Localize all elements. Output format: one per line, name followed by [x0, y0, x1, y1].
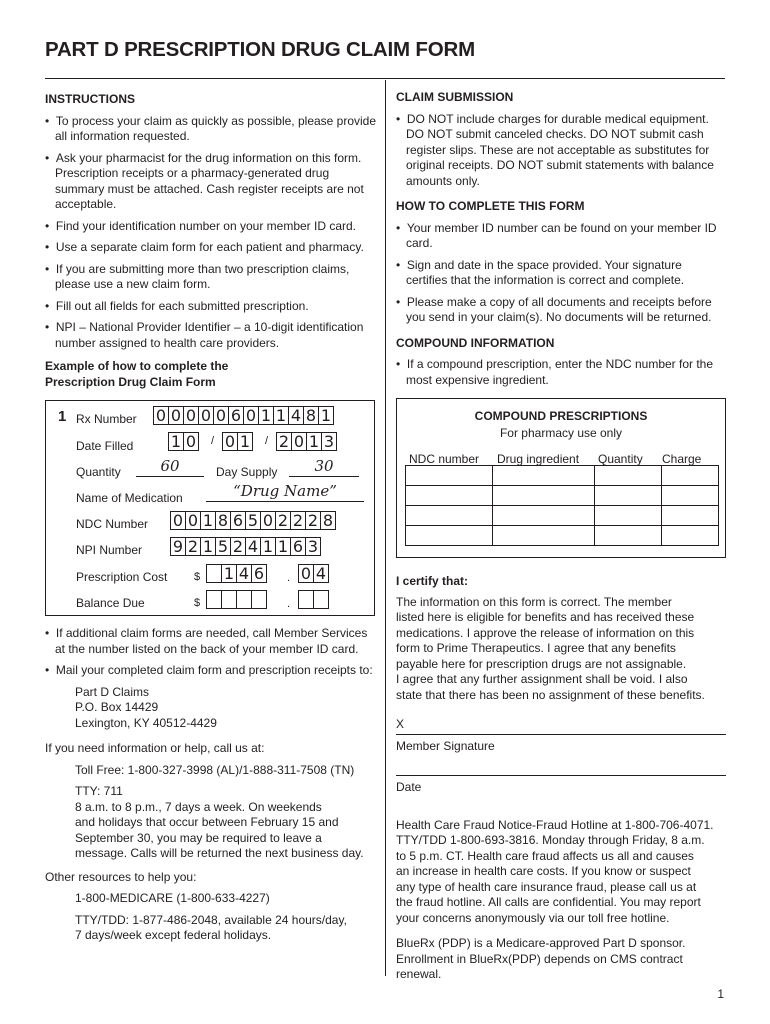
certify-line: medications. I approve the release of information on this	[396, 625, 695, 640]
date-filled-label: Date Filled	[76, 439, 134, 453]
tty-info	[45, 784, 377, 862]
mailing-item: • Mail your completed claim form and prescription receipts to:	[45, 663, 377, 679]
fraud-line: any type of health care insurance fraud, please call us at	[396, 879, 697, 894]
fraud-line: your concerns anonymously via our toll free hotline.	[396, 910, 670, 925]
instructions-list	[45, 114, 377, 352]
title-rule	[45, 78, 725, 79]
npi-digit: 1	[260, 537, 276, 556]
day-supply-value: 30	[289, 459, 359, 477]
npi-digit: 3	[305, 537, 321, 556]
rx-digit: 0	[168, 406, 184, 425]
how-to-list	[396, 221, 726, 326]
ndc-digit: 8	[320, 511, 336, 530]
example-title-line: Example of how to complete the	[45, 359, 229, 373]
fraud-line: TTY/TDD 1-800-693-3816. Monday through Friday, 8 a.m.	[396, 833, 705, 847]
example-title-line: Prescription Drug Claim Form	[45, 374, 216, 389]
date-day-boxes	[222, 432, 252, 451]
date-year-boxes	[276, 432, 336, 451]
medication-value: “Drug Name”	[206, 484, 364, 502]
bluerx-notice	[396, 936, 726, 983]
cost-digit: 1	[221, 564, 237, 583]
balance-digit	[251, 590, 267, 609]
rx-digit: 1	[273, 406, 289, 425]
tty-line: message. Calls will be returned the next business day.	[75, 846, 364, 860]
certify-line: I agree that any further assignment shall be void. I also	[396, 672, 688, 686]
table-row	[406, 526, 719, 546]
instruction-item: • Fill out all fields for each submitted prescription.	[45, 299, 377, 315]
page-number: 1	[717, 986, 724, 1001]
table-cell[interactable]	[406, 486, 493, 506]
cost-cents-boxes	[298, 564, 328, 583]
column-header: Charge	[662, 452, 702, 466]
npi-digit: 4	[245, 537, 261, 556]
fraud-notice	[396, 818, 726, 927]
npi-digit: 9	[170, 537, 186, 556]
rx-digit: 0	[213, 406, 229, 425]
table-cell[interactable]	[493, 526, 595, 546]
compound-table-grid	[405, 465, 719, 546]
example-claim-box	[45, 400, 375, 616]
date-digit: 1	[168, 432, 184, 451]
quantity-value: 60	[136, 459, 204, 477]
table-cell[interactable]	[662, 486, 719, 506]
balance-digit	[236, 590, 252, 609]
instruction-item: • Ask your pharmacist for the drug information on this form. Prescription receipts or a pharmacy-generated drug summary must be attached. Cash register receipts are not acceptable.	[45, 151, 377, 213]
signature-mark: X	[396, 717, 405, 731]
rx-digit: 4	[288, 406, 304, 425]
certify-heading: I certify that:	[396, 574, 469, 588]
table-cell[interactable]	[493, 466, 595, 486]
table-cell[interactable]	[406, 506, 493, 526]
cost-digit: 4	[313, 564, 329, 583]
certify-line: state that there has been no assignment of these benefits.	[396, 687, 705, 702]
ndc-digit: 0	[260, 511, 276, 530]
table-cell[interactable]	[662, 466, 719, 486]
cost-dollar-boxes	[206, 564, 266, 583]
fraud-line: an increase in health care costs. If you know or suspect	[396, 864, 691, 878]
date-digit: 0	[183, 432, 199, 451]
compound-table-subtitle: For pharmacy use only	[499, 425, 623, 440]
ndc-digit: 0	[185, 511, 201, 530]
tty-line: 8 a.m. to 8 p.m., 7 days a week. On weekends	[75, 799, 322, 814]
instructions-heading: INSTRUCTIONS	[45, 92, 135, 106]
toll-free: Toll Free: 1-800-327-3998 (AL)/1-888-311-7508 (TN)	[75, 762, 355, 777]
npi-digit: 6	[290, 537, 306, 556]
table-cell[interactable]	[595, 466, 662, 486]
cost-digit: 0	[298, 564, 314, 583]
date-digit: 0	[222, 432, 238, 451]
date-separator: /	[211, 435, 215, 447]
npi-digit: 2	[185, 537, 201, 556]
tty-line: September 30, you may be required to leave a	[75, 830, 322, 845]
how-to-heading: HOW TO COMPLETE THIS FORM	[396, 199, 585, 213]
quantity-label: Quantity	[76, 465, 121, 479]
rx-number-label: Rx Number	[76, 412, 137, 426]
cost-digit: 6	[251, 564, 267, 583]
table-cell[interactable]	[595, 486, 662, 506]
right-column	[396, 90, 726, 983]
ndc-digit: 8	[215, 511, 231, 530]
ndc-number-boxes	[170, 511, 335, 530]
table-row	[406, 486, 719, 506]
column-header: Drug ingredient	[497, 452, 580, 466]
rx-digit: 0	[198, 406, 214, 425]
table-cell[interactable]	[493, 486, 595, 506]
ndc-number-label: NDC Number	[76, 517, 149, 531]
balance-dollar-boxes	[206, 590, 266, 609]
medicare-phone: 1-800-MEDICARE (1-800-633-4227)	[75, 891, 270, 905]
claim-submission-heading: CLAIM SUBMISSION	[396, 90, 514, 104]
date-separator: /	[265, 435, 269, 447]
table-cell[interactable]	[662, 526, 719, 546]
date-digit: 1	[306, 432, 322, 451]
npi-digit: 1	[275, 537, 291, 556]
certify-line: payable here for prescription drugs are not assignable.	[396, 656, 687, 671]
instruction-item: • If you are submitting more than two prescription claims, please use a new claim form.	[45, 262, 377, 293]
tty-tdd-line: TTY/TDD: 1-877-486-2048, available 24 hours/day,	[75, 912, 347, 927]
date-digit: 2	[276, 432, 292, 451]
fraud-line: the fraud hotline. All calls are confidential. You may report	[396, 895, 701, 909]
rx-digit: 0	[153, 406, 169, 425]
compound-prescriptions-box	[396, 398, 726, 558]
address-line: Part D Claims	[75, 684, 150, 699]
table-row	[406, 466, 719, 486]
balance-digit	[206, 590, 222, 609]
table-row	[406, 506, 719, 526]
address-line: Lexington, KY 40512-4429	[75, 715, 217, 730]
rx-digit: 1	[318, 406, 334, 425]
instruction-item: • NPI – National Provider Identifier – a 10-digit identification number assigned to health care providers.	[45, 320, 377, 351]
compound-table-title: COMPOUND PRESCRIPTIONS	[474, 409, 648, 423]
help-intro: If you need information or help, call us at:	[45, 741, 265, 755]
balance-digit	[221, 590, 237, 609]
date-digit: 1	[237, 432, 253, 451]
npi-digit: 5	[215, 537, 231, 556]
address-line: P.O. Box 14429	[75, 700, 159, 714]
balance-cents-boxes	[298, 590, 328, 609]
bluerx-line: Enrollment in BlueRx(PDP) depends on CMS contract	[396, 951, 683, 966]
rx-digit: 1	[258, 406, 274, 425]
mailing-address	[45, 685, 377, 732]
balance-digit	[313, 590, 329, 609]
cost-digit: 4	[236, 564, 252, 583]
column-divider	[385, 80, 386, 976]
balance-digit	[298, 590, 314, 609]
ndc-digit: 6	[230, 511, 246, 530]
ndc-digit: 1	[200, 511, 216, 530]
rx-digit: 8	[303, 406, 319, 425]
date-digit: 3	[321, 432, 337, 451]
mailing-list	[45, 626, 377, 679]
example-number: 1	[58, 408, 67, 425]
how-to-item: • Please make a copy of all documents and receipts before you send in your claim(s). No documents will be returned.	[396, 295, 726, 326]
table-cell[interactable]	[493, 506, 595, 526]
npi-number-label: NPI Number	[76, 543, 143, 557]
signature-line[interactable]	[396, 731, 726, 735]
fraud-line: Health Care Fraud Notice-Fraud Hotline at 1-800-706-4071.	[396, 817, 714, 832]
ndc-digit: 2	[290, 511, 306, 530]
how-to-item: • Sign and date in the space provided. Your signature certifies that the information is correct and complete.	[396, 258, 726, 289]
rx-digit: 0	[243, 406, 259, 425]
ndc-digit: 5	[245, 511, 261, 530]
npi-number-boxes	[170, 537, 320, 556]
signature-label: Member Signature	[396, 738, 495, 753]
certify-line: The information on this form is correct. The member	[396, 594, 672, 609]
compound-info-heading: COMPOUND INFORMATION	[396, 335, 555, 350]
medication-label: Name of Medication	[76, 491, 183, 505]
column-header: NDC number	[409, 452, 480, 466]
table-cell[interactable]	[406, 466, 493, 486]
date-month-boxes	[168, 432, 198, 451]
date-line[interactable]	[396, 758, 726, 776]
currency-symbol: $	[194, 597, 201, 609]
table-cell[interactable]	[595, 526, 662, 546]
left-column	[45, 92, 377, 944]
balance-due-label: Balance Due	[76, 596, 145, 610]
certify-line: form to Prime Therapeutics. I agree that any benefits	[396, 641, 676, 655]
page-title: PART D PRESCRIPTION DRUG CLAIM FORM	[45, 38, 475, 61]
claim-submission-list	[396, 112, 726, 190]
compound-info-item: • If a compound prescription, enter the NDC number for the most expensive ingredient.	[396, 357, 726, 388]
tty-tdd-info	[45, 913, 377, 944]
rx-digit: 6	[228, 406, 244, 425]
example-title	[45, 359, 377, 390]
instruction-item: • Find your identification number on your member ID card.	[45, 219, 377, 235]
date-label: Date	[396, 780, 422, 794]
how-to-item: • Your member ID number can be found on your member ID card.	[396, 221, 726, 252]
certify-text	[396, 595, 726, 704]
npi-digit: 2	[230, 537, 246, 556]
instruction-item: • To process your claim as quickly as possible, please provide all information requested.	[45, 114, 377, 145]
decimal-point: .	[287, 598, 291, 610]
ndc-digit: 2	[305, 511, 321, 530]
date-digit: 0	[291, 432, 307, 451]
currency-symbol: $	[194, 571, 201, 583]
certify-line: listed here is eligible for benefits and has received these	[396, 610, 695, 624]
npi-digit: 1	[200, 537, 216, 556]
tty-line: and holidays that occur between February 15 and	[75, 815, 339, 829]
column-header: Quantity	[598, 452, 643, 466]
tty-tdd-line: 7 days/week except federal holidays.	[75, 928, 272, 942]
table-cell[interactable]	[406, 526, 493, 546]
tty-line: TTY: 711	[75, 784, 123, 798]
other-resources-intro: Other resources to help you:	[45, 869, 197, 884]
rx-digit: 0	[183, 406, 199, 425]
prescription-cost-label: Prescription Cost	[76, 570, 168, 584]
ndc-digit: 2	[275, 511, 291, 530]
compound-info-list	[396, 357, 726, 388]
day-supply-label: Day Supply	[216, 465, 278, 479]
fraud-line: to 5 p.m. CT. Health care fraud affects us all and causes	[396, 848, 694, 863]
claim-submission-item: • DO NOT include charges for durable medical equipment. DO NOT submit canceled checks. DO NOT submit cash register slips. These are not acceptable as substitutes for original receipts. DO NOT submit statements with balance amounts only.	[396, 112, 726, 190]
ndc-digit: 0	[170, 511, 186, 530]
bluerx-line: BlueRx (PDP) is a Medicare-approved Part D sponsor.	[396, 936, 686, 950]
bluerx-line: renewal.	[396, 967, 442, 981]
decimal-point: .	[287, 572, 291, 584]
rx-number-boxes	[153, 406, 333, 425]
table-cell[interactable]	[595, 506, 662, 526]
table-cell[interactable]	[662, 506, 719, 526]
instruction-item: • Use a separate claim form for each patient and pharmacy.	[45, 240, 377, 256]
cost-digit	[206, 564, 222, 583]
mailing-item: • If additional claim forms are needed, call Member Services at the number listed on the back of your member ID card.	[45, 626, 377, 657]
